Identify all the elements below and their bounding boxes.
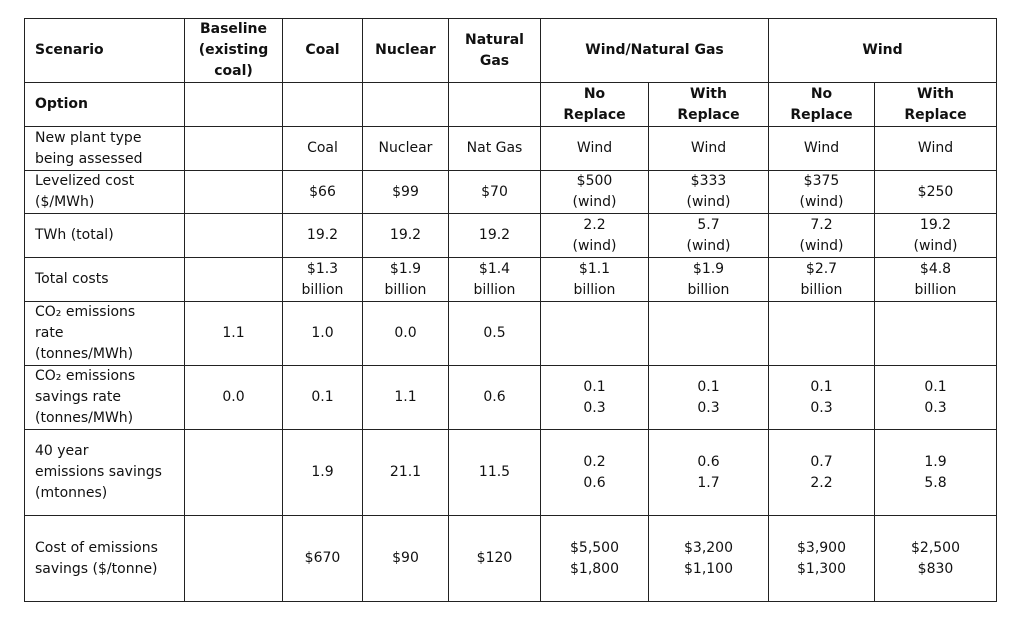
cell-nuclear: $90 bbox=[363, 516, 449, 602]
cell-natural-gas: $120 bbox=[449, 516, 541, 602]
cell-wind-gas-no-replace bbox=[541, 302, 649, 366]
cell-natural-gas: 11.5 bbox=[449, 430, 541, 516]
cell-baseline bbox=[185, 171, 283, 214]
cell-wind-with-replace: 0.1 0.3 bbox=[875, 366, 997, 430]
comparison-table-container bbox=[24, 18, 997, 602]
cell-wind-with-replace: $4.8 billion bbox=[875, 258, 997, 302]
cell-baseline bbox=[185, 516, 283, 602]
cell-wind-gas-with-replace: $1.9 billion bbox=[649, 258, 769, 302]
cell-natural-gas: $70 bbox=[449, 171, 541, 214]
cell-coal: 1.0 bbox=[283, 302, 363, 366]
cell-wind-no-replace: 0.1 0.3 bbox=[769, 366, 875, 430]
cell-wind-no-replace bbox=[769, 302, 875, 366]
cell-wind-no-replace: $3,900 $1,300 bbox=[769, 516, 875, 602]
option-cell-empty bbox=[185, 83, 283, 127]
cell-baseline: 0.0 bbox=[185, 366, 283, 430]
cell-coal: 0.1 bbox=[283, 366, 363, 430]
row-label: Cost of emissions savings ($/tonne) bbox=[25, 516, 185, 602]
cell-wind-gas-with-replace: $333 (wind) bbox=[649, 171, 769, 214]
row-label: Total costs bbox=[25, 258, 185, 302]
cell-wind-gas-with-replace: Wind bbox=[649, 127, 769, 171]
header-natural-gas: Natural Gas bbox=[449, 19, 541, 83]
cell-wind-gas-no-replace: 0.2 0.6 bbox=[541, 430, 649, 516]
cell-coal: $670 bbox=[283, 516, 363, 602]
row-label: TWh (total) bbox=[25, 214, 185, 258]
cell-natural-gas: 0.6 bbox=[449, 366, 541, 430]
option-cell-empty bbox=[283, 83, 363, 127]
cell-wind-no-replace: $375 (wind) bbox=[769, 171, 875, 214]
cell-coal: $66 bbox=[283, 171, 363, 214]
cell-coal: Coal bbox=[283, 127, 363, 171]
option-wind-with-replace: With Replace bbox=[875, 83, 997, 127]
cell-natural-gas: 0.5 bbox=[449, 302, 541, 366]
cell-nuclear: $1.9 billion bbox=[363, 258, 449, 302]
cell-wind-with-replace: 1.9 5.8 bbox=[875, 430, 997, 516]
cell-wind-gas-no-replace: $1.1 billion bbox=[541, 258, 649, 302]
header-coal: Coal bbox=[283, 19, 363, 83]
cell-wind-with-replace bbox=[875, 302, 997, 366]
row-label: Levelized cost ($/MWh) bbox=[25, 171, 185, 214]
cell-nuclear: 21.1 bbox=[363, 430, 449, 516]
cell-wind-no-replace: Wind bbox=[769, 127, 875, 171]
cell-baseline bbox=[185, 127, 283, 171]
option-cell-empty bbox=[363, 83, 449, 127]
header-baseline: Baseline (existing coal) bbox=[185, 19, 283, 83]
cell-nuclear: 0.0 bbox=[363, 302, 449, 366]
scenario-header-row bbox=[25, 19, 997, 83]
cell-nuclear: Nuclear bbox=[363, 127, 449, 171]
option-wind-no-replace: No Replace bbox=[769, 83, 875, 127]
cell-wind-gas-with-replace: 0.6 1.7 bbox=[649, 430, 769, 516]
option-wind-gas-no-replace: No Replace bbox=[541, 83, 649, 127]
cell-natural-gas: Nat Gas bbox=[449, 127, 541, 171]
row-label: CO₂ emissions rate (tonnes/MWh) bbox=[25, 302, 185, 366]
cell-wind-gas-no-replace: $5,500 $1,800 bbox=[541, 516, 649, 602]
scenario-label: Scenario bbox=[25, 19, 185, 83]
cell-wind-gas-with-replace bbox=[649, 302, 769, 366]
row-label: 40 year emissions savings (mtonnes) bbox=[25, 430, 185, 516]
cell-nuclear: 19.2 bbox=[363, 214, 449, 258]
row-label: New plant type being assessed bbox=[25, 127, 185, 171]
option-wind-gas-with-replace: With Replace bbox=[649, 83, 769, 127]
cell-wind-gas-with-replace: 0.1 0.3 bbox=[649, 366, 769, 430]
cell-baseline: 1.1 bbox=[185, 302, 283, 366]
option-row bbox=[25, 83, 997, 127]
cell-wind-gas-with-replace: 5.7 (wind) bbox=[649, 214, 769, 258]
data-rows bbox=[25, 127, 997, 602]
cell-wind-no-replace: 0.7 2.2 bbox=[769, 430, 875, 516]
header-nuclear: Nuclear bbox=[363, 19, 449, 83]
cell-wind-gas-with-replace: $3,200 $1,100 bbox=[649, 516, 769, 602]
scenario-comparison-table bbox=[24, 18, 997, 602]
cost-of-savings-row bbox=[25, 516, 997, 602]
cell-baseline bbox=[185, 214, 283, 258]
cell-wind-with-replace: $250 bbox=[875, 171, 997, 214]
option-label: Option bbox=[25, 83, 185, 127]
cell-baseline bbox=[185, 430, 283, 516]
header-wind: Wind bbox=[769, 19, 997, 83]
cell-baseline bbox=[185, 258, 283, 302]
cell-wind-with-replace: Wind bbox=[875, 127, 997, 171]
cell-nuclear: 1.1 bbox=[363, 366, 449, 430]
cell-wind-with-replace: 19.2 (wind) bbox=[875, 214, 997, 258]
cell-coal: 1.9 bbox=[283, 430, 363, 516]
cell-coal: $1.3 billion bbox=[283, 258, 363, 302]
cell-wind-gas-no-replace: 0.1 0.3 bbox=[541, 366, 649, 430]
row-label: CO₂ emissions savings rate (tonnes/MWh) bbox=[25, 366, 185, 430]
twh-total-row bbox=[25, 214, 997, 258]
cell-wind-gas-no-replace: $500 (wind) bbox=[541, 171, 649, 214]
cell-coal: 19.2 bbox=[283, 214, 363, 258]
cell-wind-no-replace: $2.7 billion bbox=[769, 258, 875, 302]
new-plant-type-row bbox=[25, 127, 997, 171]
cell-natural-gas: 19.2 bbox=[449, 214, 541, 258]
cell-wind-gas-no-replace: 2.2 (wind) bbox=[541, 214, 649, 258]
option-cell-empty bbox=[449, 83, 541, 127]
cell-nuclear: $99 bbox=[363, 171, 449, 214]
co2-emissions-rate-row bbox=[25, 302, 997, 366]
co2-savings-rate-row bbox=[25, 366, 997, 430]
header-wind-natural-gas: Wind/Natural Gas bbox=[541, 19, 769, 83]
cell-wind-no-replace: 7.2 (wind) bbox=[769, 214, 875, 258]
cell-wind-with-replace: $2,500 $830 bbox=[875, 516, 997, 602]
total-costs-row bbox=[25, 258, 997, 302]
cell-natural-gas: $1.4 billion bbox=[449, 258, 541, 302]
cell-wind-gas-no-replace: Wind bbox=[541, 127, 649, 171]
levelized-cost-row bbox=[25, 171, 997, 214]
forty-year-savings-row bbox=[25, 430, 997, 516]
